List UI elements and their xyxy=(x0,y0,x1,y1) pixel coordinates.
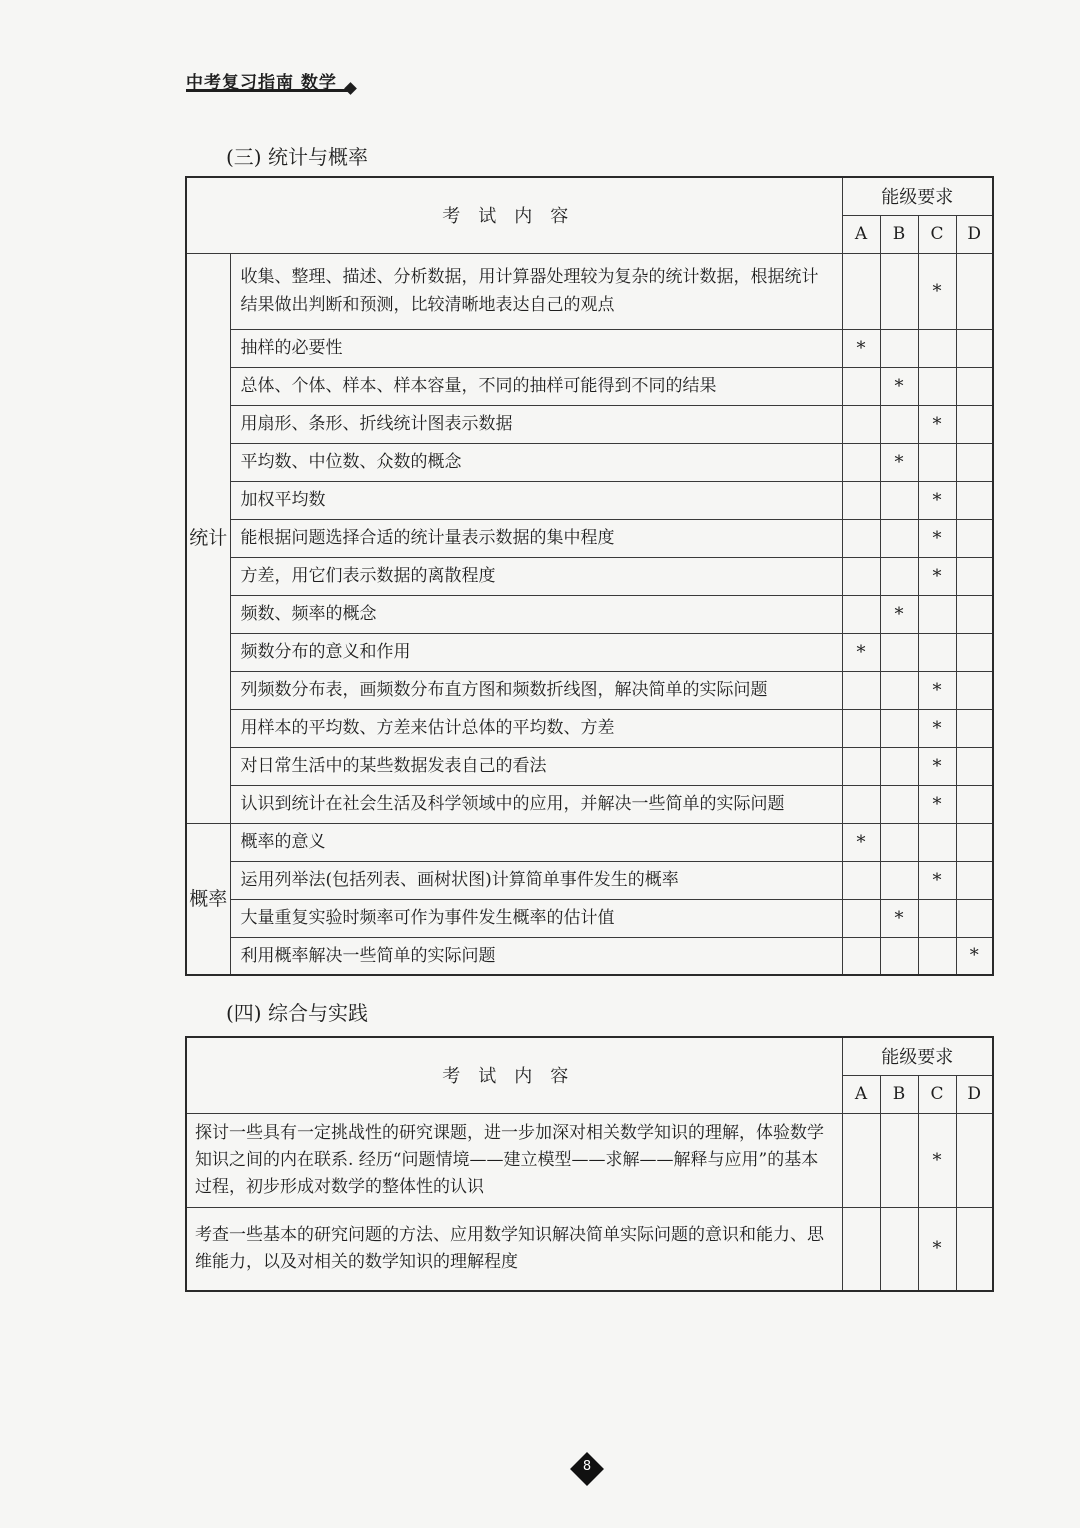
category-stat: 统计 xyxy=(186,253,230,823)
mark-cell xyxy=(956,861,993,899)
mark-cell: * xyxy=(918,405,956,443)
mark-cell xyxy=(956,329,993,367)
mark-cell xyxy=(918,367,956,405)
mark-cell xyxy=(956,367,993,405)
mark-cell xyxy=(956,481,993,519)
level-b: B xyxy=(880,1075,918,1113)
mark-cell xyxy=(918,633,956,671)
mark-cell xyxy=(842,405,880,443)
mark-cell xyxy=(880,481,918,519)
level-c: C xyxy=(918,1075,956,1113)
content-cell: 运用列举法(包括列表、画树状图)计算简单事件发生的概率 xyxy=(230,861,842,899)
table-row xyxy=(186,785,993,823)
section4-table xyxy=(185,1036,994,1292)
mark-cell: * xyxy=(918,671,956,709)
content-cell: 平均数、中位数、众数的概念 xyxy=(230,443,842,481)
mark-cell xyxy=(880,633,918,671)
mark-cell: * xyxy=(918,747,956,785)
table-row xyxy=(186,519,993,557)
mark-cell xyxy=(918,329,956,367)
content-cell: 总体、个体、样本、样本容量，不同的抽样可能得到不同的结果 xyxy=(230,367,842,405)
header-content: 考试内容 xyxy=(186,1037,842,1113)
level-a: A xyxy=(842,1075,880,1113)
mark-cell xyxy=(880,1207,918,1291)
mark-cell xyxy=(956,823,993,861)
mark-cell xyxy=(956,899,993,937)
content-cell: 加权平均数 xyxy=(230,481,842,519)
mark-cell xyxy=(880,329,918,367)
content-cell: 认识到统计在社会生活及科学领域中的应用，并解决一些简单的实际问题 xyxy=(230,785,842,823)
content-cell: 用样本的平均数、方差来估计总体的平均数、方差 xyxy=(230,709,842,747)
level-c: C xyxy=(918,215,956,253)
mark-cell: * xyxy=(918,1207,956,1291)
mark-cell: * xyxy=(956,937,993,975)
mark-cell: * xyxy=(918,709,956,747)
mark-cell xyxy=(842,861,880,899)
content-cell: 频数、频率的概念 xyxy=(230,595,842,633)
mark-cell xyxy=(918,443,956,481)
content-cell: 能根据问题选择合适的统计量表示数据的集中程度 xyxy=(230,519,842,557)
mark-cell xyxy=(956,633,993,671)
table-row xyxy=(186,861,993,899)
table-row xyxy=(186,595,993,633)
content-cell: 探讨一些具有一定挑战性的研究课题，进一步加深对相关数学知识的理解，体验数学知识之间的内在联系. 经历“问题情境——建立模型——求解——解释与应用”的基本过程，初步形成对数学的整体性的认识 xyxy=(186,1113,842,1207)
mark-cell xyxy=(842,671,880,709)
mark-cell xyxy=(956,1113,993,1207)
mark-cell xyxy=(956,595,993,633)
mark-cell xyxy=(880,253,918,329)
mark-cell xyxy=(956,519,993,557)
mark-cell xyxy=(956,709,993,747)
mark-cell xyxy=(956,671,993,709)
level-a: A xyxy=(842,215,880,253)
mark-cell xyxy=(956,557,993,595)
section4-title: (四) 综合与实践 xyxy=(226,1001,368,1025)
mark-cell: * xyxy=(842,329,880,367)
mark-cell xyxy=(842,519,880,557)
mark-cell xyxy=(918,937,956,975)
mark-cell xyxy=(842,1207,880,1291)
mark-cell xyxy=(842,709,880,747)
mark-cell xyxy=(842,557,880,595)
mark-cell xyxy=(880,671,918,709)
mark-cell xyxy=(842,747,880,785)
mark-cell xyxy=(956,405,993,443)
mark-cell: * xyxy=(918,253,956,329)
header-diamond-icon xyxy=(344,82,357,95)
content-cell: 利用概率解决一些简单的实际问题 xyxy=(230,937,842,975)
mark-cell: * xyxy=(918,1113,956,1207)
mark-cell xyxy=(918,899,956,937)
table-row xyxy=(186,823,993,861)
table-row xyxy=(186,329,993,367)
table-row xyxy=(186,1113,993,1207)
mark-cell: * xyxy=(880,899,918,937)
content-cell: 方差，用它们表示数据的离散程度 xyxy=(230,557,842,595)
table-row xyxy=(186,405,993,443)
mark-cell: * xyxy=(918,481,956,519)
mark-cell: * xyxy=(918,557,956,595)
content-cell: 概率的意义 xyxy=(230,823,842,861)
mark-cell xyxy=(880,785,918,823)
content-cell: 列频数分布表，画频数分布直方图和频数折线图，解决简单的实际问题 xyxy=(230,671,842,709)
mark-cell xyxy=(842,937,880,975)
content-cell: 频数分布的意义和作用 xyxy=(230,633,842,671)
content-cell: 用扇形、条形、折线统计图表示数据 xyxy=(230,405,842,443)
content-cell: 对日常生活中的某些数据发表自己的看法 xyxy=(230,747,842,785)
mark-cell xyxy=(918,595,956,633)
content-cell: 考查一些基本的研究问题的方法、应用数学知识解决简单实际问题的意识和能力、思维能力，以及对相关的数学知识的理解程度 xyxy=(186,1207,842,1291)
mark-cell xyxy=(842,785,880,823)
content-cell: 收集、整理、描述、分析数据，用计算器处理较为复杂的统计数据，根据统计结果做出判断和预测，比较清晰地表达自己的观点 xyxy=(230,253,842,329)
mark-cell: * xyxy=(880,367,918,405)
table-row xyxy=(186,1207,993,1291)
header-level: 能级要求 xyxy=(842,177,993,215)
mark-cell xyxy=(842,595,880,633)
mark-cell xyxy=(880,405,918,443)
mark-cell: * xyxy=(842,823,880,861)
mark-cell xyxy=(918,823,956,861)
mark-cell: * xyxy=(880,443,918,481)
level-d: D xyxy=(956,1075,993,1113)
level-d: D xyxy=(956,215,993,253)
mark-cell xyxy=(880,823,918,861)
table-row xyxy=(186,481,993,519)
table-row xyxy=(186,937,993,975)
mark-cell: * xyxy=(842,633,880,671)
mark-cell xyxy=(880,747,918,785)
header-level: 能级要求 xyxy=(842,1037,993,1075)
mark-cell xyxy=(880,937,918,975)
table-row xyxy=(186,671,993,709)
table-row xyxy=(186,899,993,937)
table-row xyxy=(186,747,993,785)
mark-cell xyxy=(842,367,880,405)
category-prob: 概率 xyxy=(186,823,230,975)
level-b: B xyxy=(880,215,918,253)
mark-cell xyxy=(880,709,918,747)
section3-table xyxy=(185,176,994,976)
mark-cell xyxy=(842,1113,880,1207)
mark-cell xyxy=(842,899,880,937)
table-row xyxy=(186,367,993,405)
mark-cell xyxy=(842,481,880,519)
header-rule xyxy=(186,89,352,92)
running-header: 中考复习指南 数学 xyxy=(186,73,337,93)
mark-cell xyxy=(880,519,918,557)
mark-cell: * xyxy=(918,861,956,899)
section3-title: (三) 统计与概率 xyxy=(226,145,368,169)
mark-cell: * xyxy=(918,785,956,823)
content-cell: 抽样的必要性 xyxy=(230,329,842,367)
mark-cell xyxy=(956,253,993,329)
table-row xyxy=(186,633,993,671)
table-row xyxy=(186,253,993,329)
mark-cell xyxy=(842,253,880,329)
mark-cell xyxy=(956,785,993,823)
mark-cell xyxy=(880,861,918,899)
table-row xyxy=(186,443,993,481)
mark-cell xyxy=(880,1113,918,1207)
mark-cell xyxy=(880,557,918,595)
mark-cell: * xyxy=(918,519,956,557)
mark-cell: * xyxy=(880,595,918,633)
mark-cell xyxy=(956,443,993,481)
mark-cell xyxy=(956,747,993,785)
header-content: 考试内容 xyxy=(186,177,842,253)
mark-cell xyxy=(842,443,880,481)
table-row xyxy=(186,557,993,595)
page-number-badge xyxy=(570,1452,604,1486)
mark-cell xyxy=(956,1207,993,1291)
table-row xyxy=(186,709,993,747)
content-cell: 大量重复实验时频率可作为事件发生概率的估计值 xyxy=(230,899,842,937)
page-number: 8 xyxy=(582,1459,592,1474)
